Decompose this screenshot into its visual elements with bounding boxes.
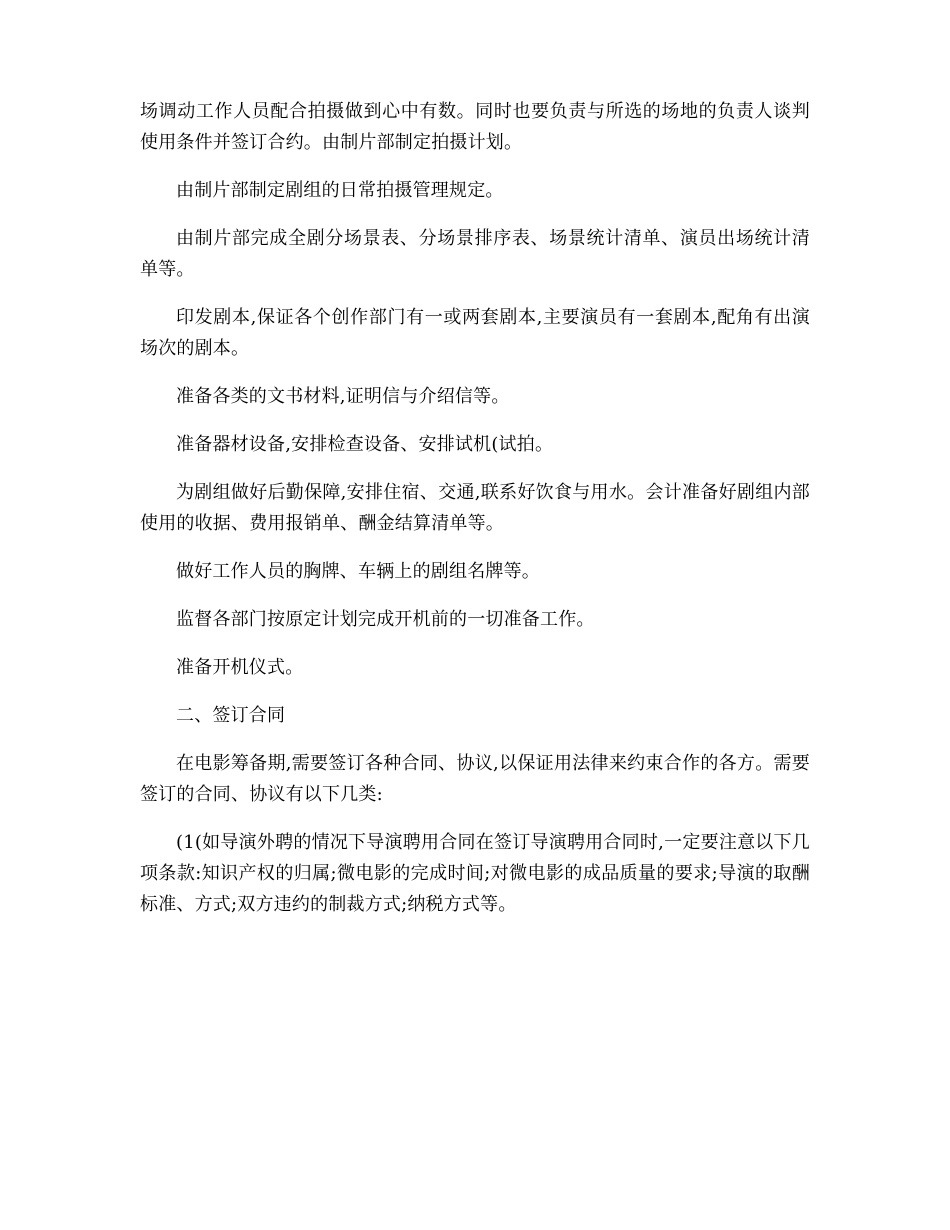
paragraph: 由制片部制定剧组的日常拍摄管理规定。 — [176, 180, 504, 201]
paragraph: 监督各部门按原定计划完成开机前的一切准备工作。 — [176, 609, 595, 630]
paragraph: (1(如导演外聘的情况下导演聘用合同在签订导演聘用合同时,一定要注意以下几项条款:知识产权的归属;微电影的完成时间;对微电影的成品质量的要求;导演的取酬标准、方式;双方违约的制裁方式;纳税方式等。 — [140, 832, 810, 915]
paragraph: 由制片部完成全剧分场景表、分场景排序表、场景统计清单、演员出场统计清单等。 — [140, 228, 810, 280]
paragraph: 准备各类的文书材料,证明信与介绍信等。 — [176, 386, 510, 407]
paragraph: 准备器材设备,安排检查设备、安排试机(试拍。 — [176, 434, 554, 455]
section-heading: 二、签订合同 — [176, 705, 286, 726]
paragraph-continuation: 场调动工作人员配合拍摄做到心中有数。同时也要负责与所选的场地的负责人谈判使用条件并签订合约。由制片部制定拍摄计划。 — [140, 101, 810, 153]
paragraph: 在电影筹备期,需要签订各种合同、协议,以保证用法律来约束合作的各方。需要签订的合同、协议有以下几类: — [140, 753, 810, 805]
document-body — [140, 96, 810, 937]
paragraph: 印发剧本,保证各个创作部门有一或两套剧本,主要演员有一套剧本,配角有出演场次的剧本。 — [140, 307, 810, 359]
paragraph: 做好工作人员的胸牌、车辆上的剧组名牌等。 — [176, 561, 540, 582]
paragraph: 准备开机仪式。 — [176, 657, 304, 678]
paragraph: 为剧组做好后勤保障,安排住宿、交通,联系好饮食与用水。会计准备好剧组内部使用的收据、费用报销单、酬金结算清单等。 — [140, 482, 810, 534]
